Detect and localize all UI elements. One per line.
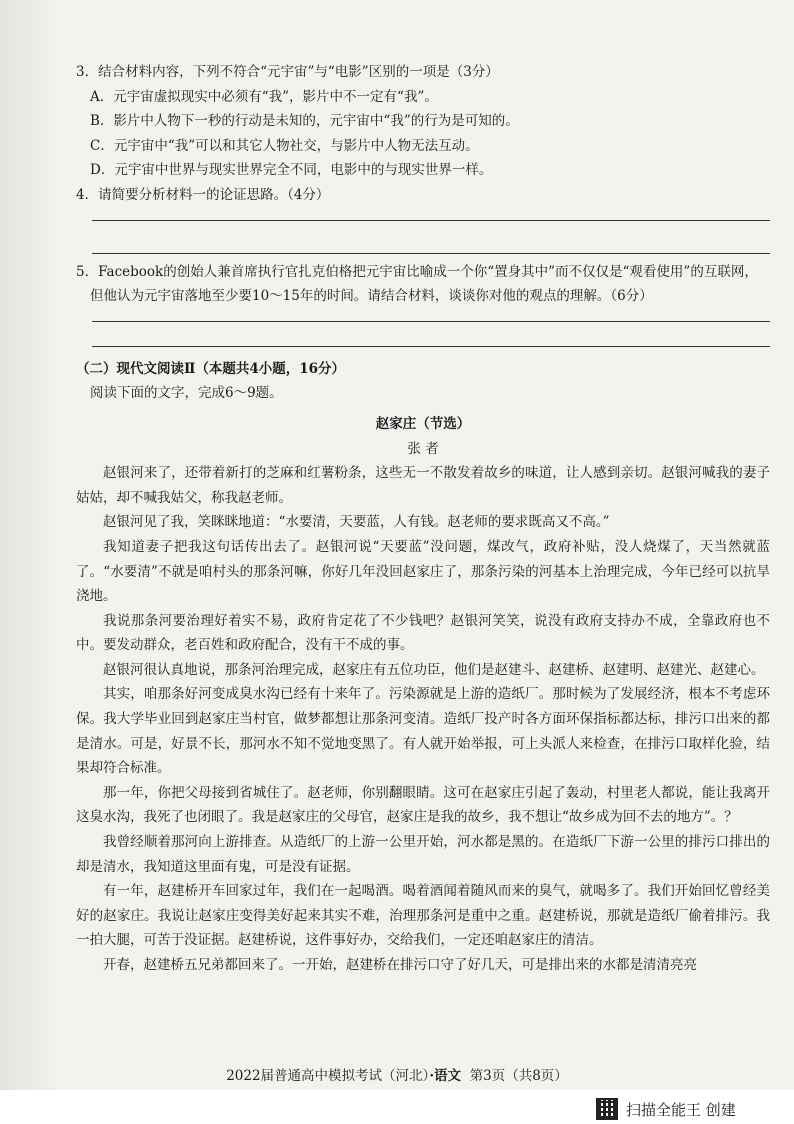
- article-paragraph: 赵银河见了我，笑眯眯地道：“水要清，天要蓝，人有钱。赵老师的要求既高又不高。”: [103, 514, 610, 531]
- subject-name: ·语文: [429, 1068, 462, 1084]
- answer-line: [92, 208, 770, 221]
- question-3-stem: 3．结合材料内容，下列不符合“元宇宙”与“电影”区别的一项是（3分）: [76, 64, 499, 80]
- question-3-option-d: D．元宇宙中世界与现实世界完全不同，电影中的与现实世界一样。: [90, 162, 493, 179]
- answer-line: [92, 334, 770, 347]
- scanner-watermark: [596, 1097, 736, 1121]
- page-content: [76, 60, 770, 978]
- answer-line: [92, 309, 770, 322]
- article-paragraph: 开春，赵建桥五兄弟都回来了。一开始，赵建桥在排污口守了好几天，可是排出来的水都是清清亮亮: [103, 957, 697, 973]
- page-footer: [0, 1064, 794, 1084]
- question-3-option-a: A．元宇宙虚拟现实中必须有“我”，影片中不一定有“我”。: [90, 88, 438, 105]
- article-title: 赵家庄（节选）: [375, 415, 471, 432]
- answer-line: [92, 241, 770, 254]
- article-paragraph: 赵银河来了，还带着新打的芝麻和红薯粉条，这些无一不散发着故乡的味道，让人感到亲切。赵银河喊我的妻子姑姑，却不喊我姑父，称我赵老师。: [76, 465, 770, 506]
- article-body: [76, 461, 770, 977]
- article-paragraph: 赵银河很认真地说，那条河治理完成，赵家庄有五位功臣，他们是赵建斗、赵建桥、赵建明、赵建光、赵建心。: [103, 661, 765, 678]
- article-paragraph: 我曾经顺着那河向上游排查。从造纸厂的上游一公里开始，河水都是黑的。在造纸厂下游一公里的排污口排出的却是清水，我知道这里面有鬼，可是没有证据。: [76, 834, 770, 875]
- question-3-option-b: B．影片中人物下一秒的行动是未知的，元宇宙中“我”的行为是可知的。: [90, 113, 519, 130]
- question-5-stem: 5．Facebook的创始人兼首席执行官扎克伯格把元宇宙比喻成一个你“置身其中”而不仅仅是“观看使用”的互联网，但他认为元宇宙落地至少要10～15年的时间。请结合材料，谈谈你对他的观点的理解。（6分）: [76, 263, 758, 305]
- page-number: 第3页（共8页）: [469, 1068, 568, 1084]
- question-3-option-c: C．元宇宙中“我”可以和其它人物社交，与影片中人物无法互动。: [90, 137, 479, 154]
- exam-name: 2022届普通高中模拟考试（河北）: [226, 1068, 430, 1084]
- article-paragraph: 有一年，赵建桥开车回家过年，我们在一起喝酒。喝着酒闻着随风而来的臭气，就喝多了。我们开始回忆曾经美好的赵家庄。我说让赵家庄变得美好起来其实不难，治理那条河是重中之重。赵建桥说，那就是造纸厂偷着排污。我一拍大腿，可苦于没证据。赵建桥说，这件事好办，交给我们，一定还咱赵家庄的清洁。: [76, 883, 770, 949]
- section-heading: （二）现代文阅读Ⅱ（本题共4小题，16分）: [76, 360, 346, 377]
- article-paragraph: 其实，咱那条好河变成臭水沟已经有十来年了。污染源就是上游的造纸厂。那时候为了发展经济，根本不考虑环保。我大学毕业回到赵家庄当村官，做梦都想让那条河变清。造纸厂投产时各方面环保指标都达标，排污口出来的都是清水。可是，好景不长，那河水不知不觉地变黑了。有人就开始举报，可上头派人来检查，在排污口取样化验，结果却符合标准。: [76, 686, 770, 777]
- article-author: 张 者: [407, 440, 439, 457]
- article-paragraph: 那一年，你把父母接到省城住了。赵老师，你别翻眼睛。这可在赵家庄引起了轰动，村里老人都说，能让我离开这臭水沟，我死了也闭眼了。我是赵家庄的父母官，赵家庄是我的故乡，我不想让“故乡成为回不去的地方”。？: [76, 784, 770, 826]
- question-4-stem: 4．请简要分析材料一的论证思路。（4分）: [76, 186, 330, 203]
- scan-shadow: [0, 0, 60, 1090]
- qr-code-icon: [596, 1098, 618, 1120]
- section-instruction: 阅读下面的文字，完成6～9题。: [90, 385, 283, 402]
- watermark-text: 扫描全能王 创建: [626, 1100, 736, 1119]
- article-paragraph: 我说那条河要治理好着实不易，政府肯定花了不少钱吧？赵银河笑笑，说没有政府支持办不成，全靠政府也不中。要发动群众，老百姓和政府配合，没有干不成的事。: [76, 612, 770, 654]
- article-paragraph: 我知道妻子把我这句话传出去了。赵银河说“天要蓝”没问题，煤改气，政府补贴，没人烧煤了，天当然就蓝了。“水要清”不就是咱村头的那条河嘛，你好几年没回赵家庄了，那条污染的河基本上治理完成，今年已经可以抗旱浇地。: [76, 538, 770, 605]
